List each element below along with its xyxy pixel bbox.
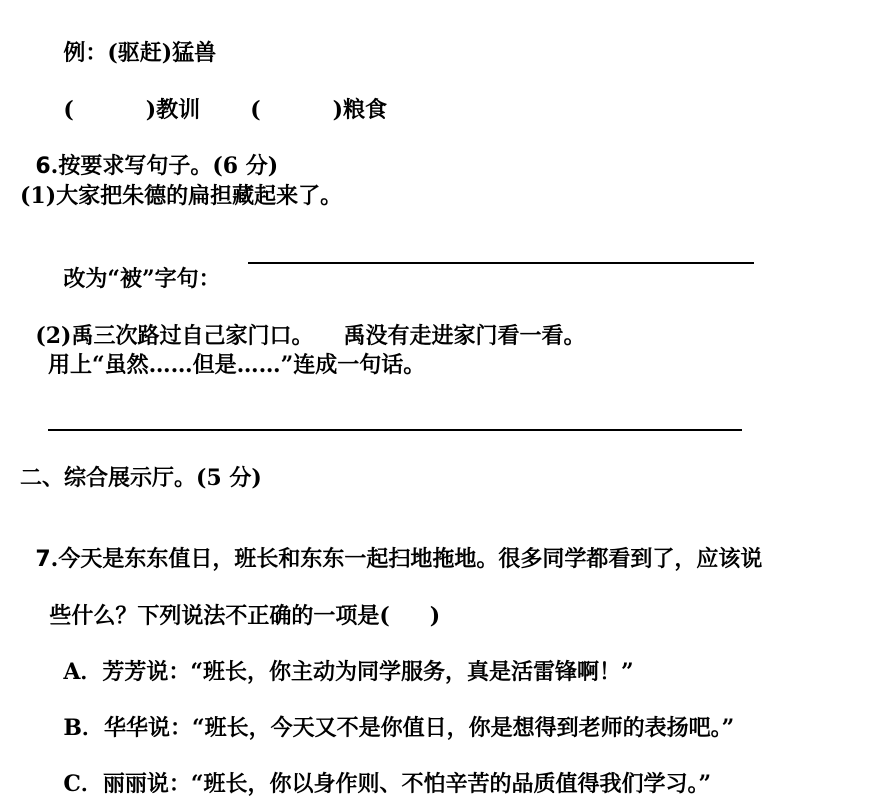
q7-option-a[interactable] [48,633,634,685]
q6-part2-sentence-b: 禹没有走进家门看一看。 [343,323,586,349]
q7-option-a-letter: A． [63,659,103,685]
q6-part2-instruction: 用上“虽然……但是……”连成一句话。 [48,352,426,378]
q6-title: 按要求写句子。(6 分) [58,153,279,179]
section2-title: 二、综合展示厅。(5 分) [20,465,262,491]
example-word: 猛兽 [172,40,217,66]
q7-stem-text-1: 今天是东东值日，班长和东东一起扫地拖地。很多同学都看到了，应该说 [58,546,763,572]
q7-option-a-text: 芳芳说：“班长，你主动为同学服务，真是活雷锋啊！” [102,659,634,685]
q6-part1: (1)大家把朱德的扁担藏起来了。 [20,183,343,209]
fill-word-2: 粮食 [343,97,388,123]
q6-number: 6 [35,154,51,179]
example-line [48,14,216,66]
fill-close-1: ) [145,97,157,123]
fill-word-1: 教训 [156,97,201,123]
fill-blank-line [48,71,387,123]
q7-stem-close: ) [429,603,441,629]
q7-number: 7 [35,547,51,572]
q6-part1-answer-line[interactable] [248,262,754,264]
q6-part1-instruction: 改为“被”字句： [63,266,221,292]
q6-part2-answer-line[interactable] [48,429,742,431]
q7-dot: . [50,546,59,572]
fill-open-2: ( [250,97,261,123]
q7-option-b[interactable] [48,689,734,741]
q6-heading [20,127,278,180]
q7-option-c[interactable] [48,745,711,797]
q7-option-b-text: 华华说：“班长，今天又不是你值日，你是想得到老师的表扬吧。” [103,715,735,741]
q7-option-b-letter: B． [63,715,104,741]
q7-option-c-text: 丽丽说：“班长，你以身作则、不怕辛苦的品质值得我们学习。” [102,771,712,797]
q7-stem-text-2: 些什么？下列说法不正确的一项是( [49,603,390,629]
fill-open-1: ( [63,97,74,123]
example-prefix: 例： [63,40,108,66]
q7-option-c-letter: C． [63,771,103,797]
q6-dot: . [50,153,59,179]
q7-stem-line1 [20,520,762,573]
q7-stem-line2 [34,577,440,629]
example-answer: (驱赶) [107,40,173,66]
q6-part2-sentence-a: (2)禹三次路过自己家门口。 [35,323,314,349]
q6-part1-instruction-line [48,240,221,292]
q6-part2 [20,297,585,349]
fill-close-2: ) [332,97,344,123]
